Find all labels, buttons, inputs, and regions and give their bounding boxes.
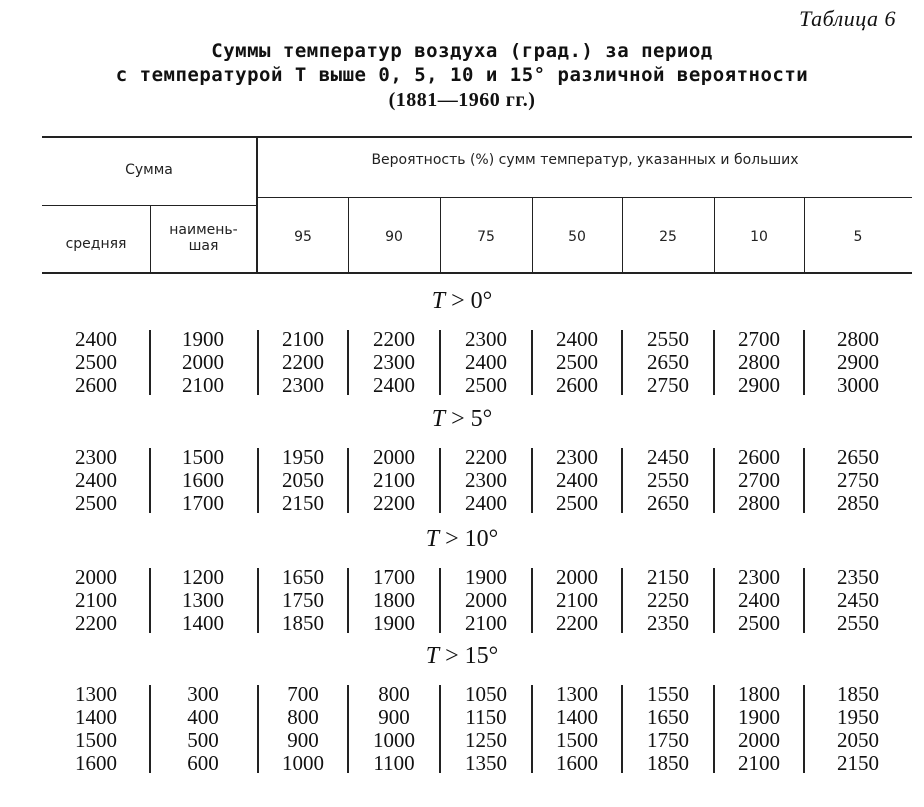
probability-col-header-5: 5: [853, 229, 863, 245]
table-cell-value: 2550: [837, 611, 879, 635]
table-cell-value: 2000: [373, 445, 415, 469]
section-variable: T: [431, 288, 446, 314]
table-cell-value: 1200: [182, 565, 224, 589]
column-divider: [439, 330, 441, 395]
table-cell-value: 2300: [75, 445, 117, 469]
table-cell-value: 2100: [282, 327, 324, 351]
column-divider: [257, 448, 259, 513]
table-cell-value: 2550: [647, 327, 689, 351]
table-cell-value: 600: [187, 751, 219, 775]
table-cell-column: [804, 446, 912, 515]
sum-col-min-header: наимень- шая: [169, 222, 238, 254]
table-cell-value: 2500: [75, 350, 117, 374]
table-cell-column: [258, 683, 348, 775]
table-cell-column: [150, 446, 256, 515]
table-cell-column: [714, 683, 804, 775]
probability-col-header-90: 90: [385, 229, 403, 245]
table-cell-column: [150, 328, 256, 397]
table-cell-value: 1700: [182, 491, 224, 515]
table-title-period: (1881—1960 гг.): [388, 89, 536, 111]
table-cell-value: 1400: [75, 705, 117, 729]
table-cell-column: [622, 683, 714, 775]
table-number: Таблица 6: [799, 6, 896, 31]
table-cell-value: 2600: [738, 445, 780, 469]
table-cell-value: 1950: [837, 705, 879, 729]
table-cell-value: 2400: [556, 327, 598, 351]
table-cell-value: 2150: [282, 491, 324, 515]
table-cell-value: 2200: [556, 611, 598, 635]
table-cell-column: [150, 566, 256, 635]
table-title-line-2: с температурой T выше 0, 5, 10 и 15° различной вероятности: [115, 64, 809, 86]
table-cell-value: 1900: [738, 705, 780, 729]
table-cell-column: [532, 566, 622, 635]
table-cell-column: [532, 446, 622, 515]
table-cell-value: 2500: [556, 491, 598, 515]
table-cell-column: [440, 566, 532, 635]
column-divider: [803, 330, 805, 395]
table-cell-value: 1500: [556, 728, 598, 752]
table-cell-value: 2750: [647, 373, 689, 397]
table-top-rule: [42, 136, 912, 138]
table-cell-value: 1750: [282, 588, 324, 612]
table-cell-value: 2600: [556, 373, 598, 397]
table-title-line-1: Суммы температур воздуха (град.) за период: [211, 40, 713, 62]
table-cell-column: [532, 328, 622, 397]
probability-subheader-rule: [256, 197, 912, 198]
table-cell-value: 2200: [282, 350, 324, 374]
column-divider: [531, 568, 533, 633]
table-cell-column: [348, 683, 440, 775]
table-cell-value: 2100: [556, 588, 598, 612]
column-divider: [149, 685, 151, 773]
table-cell-column: [348, 328, 440, 397]
table-cell-value: 3000: [837, 373, 879, 397]
column-divider: [621, 448, 623, 513]
table-cell-value: 2650: [647, 350, 689, 374]
table-cell-value: 1850: [282, 611, 324, 635]
table-cell-value: 2100: [465, 611, 507, 635]
header-bottom-rule: [42, 272, 912, 274]
table-cell-value: 900: [287, 728, 319, 752]
probability-group-header: Вероятность (%) сумм температур, указанных и больших: [371, 152, 799, 168]
table-cell-value: 1700: [373, 565, 415, 589]
column-divider: [621, 685, 623, 773]
table-cell-column: [714, 328, 804, 397]
table-cell-value: 2400: [738, 588, 780, 612]
table-cell-column: [440, 446, 532, 515]
table-cell-value: 2200: [465, 445, 507, 469]
table-cell-value: 2450: [837, 588, 879, 612]
column-divider: [531, 685, 533, 773]
table-cell-value: 1750: [647, 728, 689, 752]
column-divider: [257, 330, 259, 395]
table-cell-value: 2400: [465, 491, 507, 515]
table-cell-value: 2350: [837, 565, 879, 589]
sum-group-header: Сумма: [125, 162, 173, 178]
table-cell-column: [714, 566, 804, 635]
table-cell-column: [804, 328, 912, 397]
table-cell-value: 2050: [837, 728, 879, 752]
sum-subheader-rule: [42, 205, 256, 206]
column-divider: [713, 685, 715, 773]
table-cell-value: 1650: [647, 705, 689, 729]
table-cell-value: 800: [287, 705, 319, 729]
table-cell-value: 1300: [182, 588, 224, 612]
table-cell-column: [622, 446, 714, 515]
table-cell-value: 2800: [738, 350, 780, 374]
column-divider: [439, 448, 441, 513]
table-cell-value: 1550: [647, 682, 689, 706]
table-cell-value: 2200: [373, 491, 415, 515]
table-cell-value: 1100: [373, 751, 415, 775]
table-cell-value: 800: [378, 682, 410, 706]
section-variable: T: [425, 643, 440, 669]
column-divider: [347, 448, 349, 513]
table-cell-value: 2300: [282, 373, 324, 397]
table-cell-value: 2250: [647, 588, 689, 612]
column-divider: [347, 568, 349, 633]
table-cell-value: 2000: [75, 565, 117, 589]
table-cell-value: 1600: [556, 751, 598, 775]
column-divider: [257, 568, 259, 633]
section-condition: > 10°: [439, 526, 499, 552]
table-cell-column: [622, 566, 714, 635]
table-cell-value: 2150: [837, 751, 879, 775]
table-cell-value: 400: [187, 705, 219, 729]
probability-col-header-95: 95: [294, 229, 312, 245]
column-divider: [347, 685, 349, 773]
table-cell-value: 2300: [465, 468, 507, 492]
table-cell-value: 2050: [282, 468, 324, 492]
table-cell-value: 2750: [837, 468, 879, 492]
section-condition: > 0°: [445, 288, 493, 314]
table-cell-column: [258, 328, 348, 397]
table-cell-value: 2500: [738, 611, 780, 635]
table-cell-value: 700: [287, 682, 319, 706]
table-cell-value: 2350: [647, 611, 689, 635]
table-cell-column: [440, 328, 532, 397]
column-divider: [531, 448, 533, 513]
table-cell-column: [42, 328, 150, 397]
table-cell-value: 2650: [647, 491, 689, 515]
table-cell-value: 1900: [465, 565, 507, 589]
table-cell-value: 900: [378, 705, 410, 729]
sum-col-mean-header: средняя: [65, 236, 127, 252]
column-divider: [149, 568, 151, 633]
table-cell-column: [348, 566, 440, 635]
table-cell-value: 2500: [465, 373, 507, 397]
table-cell-value: 2300: [465, 327, 507, 351]
table-cell-value: 1250: [465, 728, 507, 752]
table-cell-value: 1500: [182, 445, 224, 469]
table-cell-value: 2800: [837, 327, 879, 351]
column-divider: [803, 568, 805, 633]
table-cell-value: 1900: [373, 611, 415, 635]
column-divider: [713, 568, 715, 633]
table-cell-column: [804, 566, 912, 635]
table-cell-value: 1000: [282, 751, 324, 775]
table-cell-value: 300: [187, 682, 219, 706]
table-cell-value: 2700: [738, 468, 780, 492]
table-cell-column: [804, 683, 912, 775]
column-divider: [149, 330, 151, 395]
table-cell-column: [42, 683, 150, 775]
table-cell-value: 2800: [738, 491, 780, 515]
column-divider: [621, 330, 623, 395]
table-cell-value: 1400: [182, 611, 224, 635]
table-cell-value: 1800: [373, 588, 415, 612]
table-cell-value: 2200: [75, 611, 117, 635]
table-cell-value: 1800: [738, 682, 780, 706]
table-cell-value: 2150: [647, 565, 689, 589]
section-title: [0, 406, 924, 433]
table-cell-value: 1850: [647, 751, 689, 775]
table-cell-value: 1650: [282, 565, 324, 589]
table-cell-value: 1000: [373, 728, 415, 752]
probability-col-header-10: 10: [750, 229, 768, 245]
table-cell-value: 2900: [738, 373, 780, 397]
section-variable: T: [431, 406, 446, 432]
table-cell-column: [42, 566, 150, 635]
table-cell-value: 2550: [647, 468, 689, 492]
table-cell-value: 2100: [738, 751, 780, 775]
table-cell-value: 1050: [465, 682, 507, 706]
table-cell-value: 2400: [465, 350, 507, 374]
table-cell-value: 2000: [738, 728, 780, 752]
section-title: [0, 643, 924, 670]
table-cell-column: [622, 328, 714, 397]
table-cell-value: 2500: [556, 350, 598, 374]
table-cell-value: 1350: [465, 751, 507, 775]
table-cell-value: 2600: [75, 373, 117, 397]
section-condition: > 5°: [445, 406, 493, 432]
column-divider: [257, 685, 259, 773]
section-condition: > 15°: [439, 643, 499, 669]
table-cell-column: [258, 446, 348, 515]
table-cell-value: 2000: [556, 565, 598, 589]
section-title: [0, 288, 924, 315]
table-cell-value: 2100: [182, 373, 224, 397]
table-cell-value: 2100: [373, 468, 415, 492]
table-cell-value: 1600: [75, 751, 117, 775]
table-cell-value: 2650: [837, 445, 879, 469]
section-variable: T: [425, 526, 440, 552]
table-cell-value: 2850: [837, 491, 879, 515]
table-cell-value: 500: [187, 728, 219, 752]
table-cell-column: [714, 446, 804, 515]
column-divider: [531, 330, 533, 395]
probability-col-header-75: 75: [477, 229, 495, 245]
column-divider: [713, 330, 715, 395]
column-divider: [347, 330, 349, 395]
table-cell-value: 2500: [75, 491, 117, 515]
table-cell-value: 2300: [738, 565, 780, 589]
table-cell-value: 1300: [556, 682, 598, 706]
table-cell-value: 1300: [75, 682, 117, 706]
table-cell-value: 2700: [738, 327, 780, 351]
table-cell-value: 1150: [465, 705, 507, 729]
column-divider: [803, 685, 805, 773]
column-divider: [439, 685, 441, 773]
section-title: [0, 526, 924, 553]
table-cell-column: [42, 446, 150, 515]
table-cell-value: 1950: [282, 445, 324, 469]
table-cell-value: 1500: [75, 728, 117, 752]
table-cell-value: 2400: [556, 468, 598, 492]
table-cell-column: [532, 683, 622, 775]
table-cell-value: 2400: [75, 468, 117, 492]
probability-col-header-50: 50: [568, 229, 586, 245]
column-divider: [439, 568, 441, 633]
table-cell-value: 2450: [647, 445, 689, 469]
table-cell-value: 2000: [182, 350, 224, 374]
column-divider: [621, 568, 623, 633]
column-divider: [713, 448, 715, 513]
table-cell-value: 1850: [837, 682, 879, 706]
table-cell-column: [150, 683, 256, 775]
table-cell-value: 2100: [75, 588, 117, 612]
column-divider: [149, 448, 151, 513]
table-cell-value: 2400: [373, 373, 415, 397]
probability-col-header-25: 25: [659, 229, 677, 245]
table-cell-value: 1600: [182, 468, 224, 492]
table-cell-column: [258, 566, 348, 635]
table-cell-value: 2000: [465, 588, 507, 612]
table-cell-column: [348, 446, 440, 515]
table-cell-value: 2200: [373, 327, 415, 351]
table-cell-value: 2900: [837, 350, 879, 374]
table-cell-value: 1400: [556, 705, 598, 729]
table-cell-value: 2400: [75, 327, 117, 351]
column-divider: [803, 448, 805, 513]
table-cell-value: 2300: [373, 350, 415, 374]
table-cell-column: [440, 683, 532, 775]
table-cell-value: 2300: [556, 445, 598, 469]
table-cell-value: 1900: [182, 327, 224, 351]
